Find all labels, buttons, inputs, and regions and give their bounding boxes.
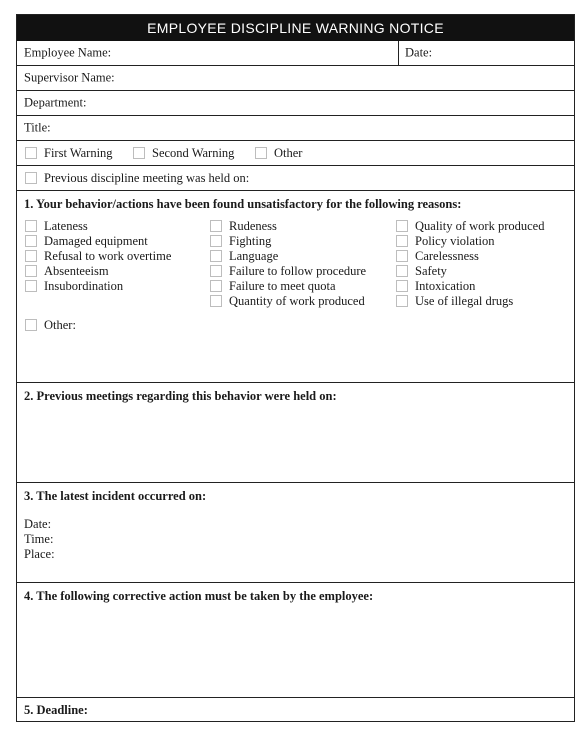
checkbox-icon[interactable] [25, 280, 37, 292]
department-label: Department: [24, 95, 87, 110]
checkbox-icon[interactable] [396, 220, 408, 232]
reason-label: Refusal to work overtime [44, 249, 172, 263]
checkbox-icon[interactable] [133, 147, 145, 159]
reason-label: Language [229, 249, 279, 263]
supervisor-name-label: Supervisor Name: [24, 70, 115, 85]
other-reason-label: Other: [44, 318, 76, 332]
reason-label: Rudeness [229, 219, 277, 233]
section-corrective-action[interactable] [17, 583, 574, 698]
checkbox-icon[interactable] [25, 172, 37, 184]
checkbox-icon[interactable] [396, 250, 408, 262]
reason-label: Carelessness [415, 249, 479, 263]
section-1-heading: 1. Your behavior/actions have been found unsatisfactory for the following reasons: [24, 197, 462, 211]
checkbox-icon[interactable] [210, 280, 222, 292]
reason-label: Insubordination [44, 279, 124, 293]
warning-notice-form [16, 14, 575, 722]
previous-meeting-label: Previous discipline meeting was held on: [44, 171, 250, 185]
reason-label: Damaged equipment [44, 234, 148, 248]
reason-label: Failure to meet quota [229, 279, 336, 293]
warning-type-row [17, 141, 574, 166]
checkbox-icon[interactable] [396, 265, 408, 277]
checkbox-icon[interactable] [210, 295, 222, 307]
reason-label: Policy violation [415, 234, 495, 248]
checkbox-icon[interactable] [210, 220, 222, 232]
section-2-heading: 2. Previous meetings regarding this behavior were held on: [24, 389, 337, 403]
reason-label: Absenteeism [44, 264, 109, 278]
incident-date-label: Date: [24, 517, 52, 531]
reason-label: Use of illegal drugs [415, 294, 514, 308]
incident-place-label: Place: [24, 547, 55, 561]
section-reasons [17, 191, 574, 383]
checkbox-icon[interactable] [25, 250, 37, 262]
section-latest-incident[interactable] [17, 483, 574, 583]
section-5-heading: 5. Deadline: [24, 703, 88, 717]
first-warning-label: First Warning [44, 146, 113, 160]
reason-label: Quality of work produced [415, 219, 545, 233]
reason-label: Safety [415, 264, 447, 278]
checkbox-icon[interactable] [25, 265, 37, 277]
employee-name-label: Employee Name: [24, 45, 112, 60]
section-deadline[interactable] [17, 698, 574, 722]
employee-name-row[interactable] [17, 41, 574, 66]
reason-label: Lateness [44, 219, 88, 233]
section-3-heading: 3. The latest incident occurred on: [24, 489, 207, 503]
checkbox-icon[interactable] [25, 147, 37, 159]
title-row[interactable] [17, 116, 574, 141]
checkbox-icon[interactable] [210, 265, 222, 277]
checkbox-icon[interactable] [255, 147, 267, 159]
checkbox-icon[interactable] [210, 250, 222, 262]
reason-label: Failure to follow procedure [229, 264, 367, 278]
other-warning-label: Other [274, 146, 303, 160]
incident-time-label: Time: [24, 532, 54, 546]
department-row[interactable] [17, 91, 574, 116]
title-label: Title: [24, 120, 51, 135]
reason-label: Fighting [229, 234, 272, 248]
checkbox-icon[interactable] [396, 235, 408, 247]
section-4-heading: 4. The following corrective action must be taken by the employee: [24, 589, 374, 603]
checkbox-icon[interactable] [396, 280, 408, 292]
second-warning-label: Second Warning [152, 146, 235, 160]
date-field-label[interactable]: Date: [405, 45, 433, 60]
checkbox-icon[interactable] [396, 295, 408, 307]
divider [398, 41, 399, 65]
form-title: EMPLOYEE DISCIPLINE WARNING NOTICE [17, 15, 574, 41]
reason-label: Intoxication [415, 279, 476, 293]
reason-label: Quantity of work produced [229, 294, 365, 308]
section-previous-meetings[interactable] [17, 383, 574, 483]
previous-meeting-row [17, 166, 574, 191]
checkbox-icon[interactable] [25, 220, 37, 232]
checkbox-icon[interactable] [25, 319, 37, 331]
checkbox-icon[interactable] [25, 235, 37, 247]
supervisor-name-row[interactable] [17, 66, 574, 91]
checkbox-icon[interactable] [210, 235, 222, 247]
